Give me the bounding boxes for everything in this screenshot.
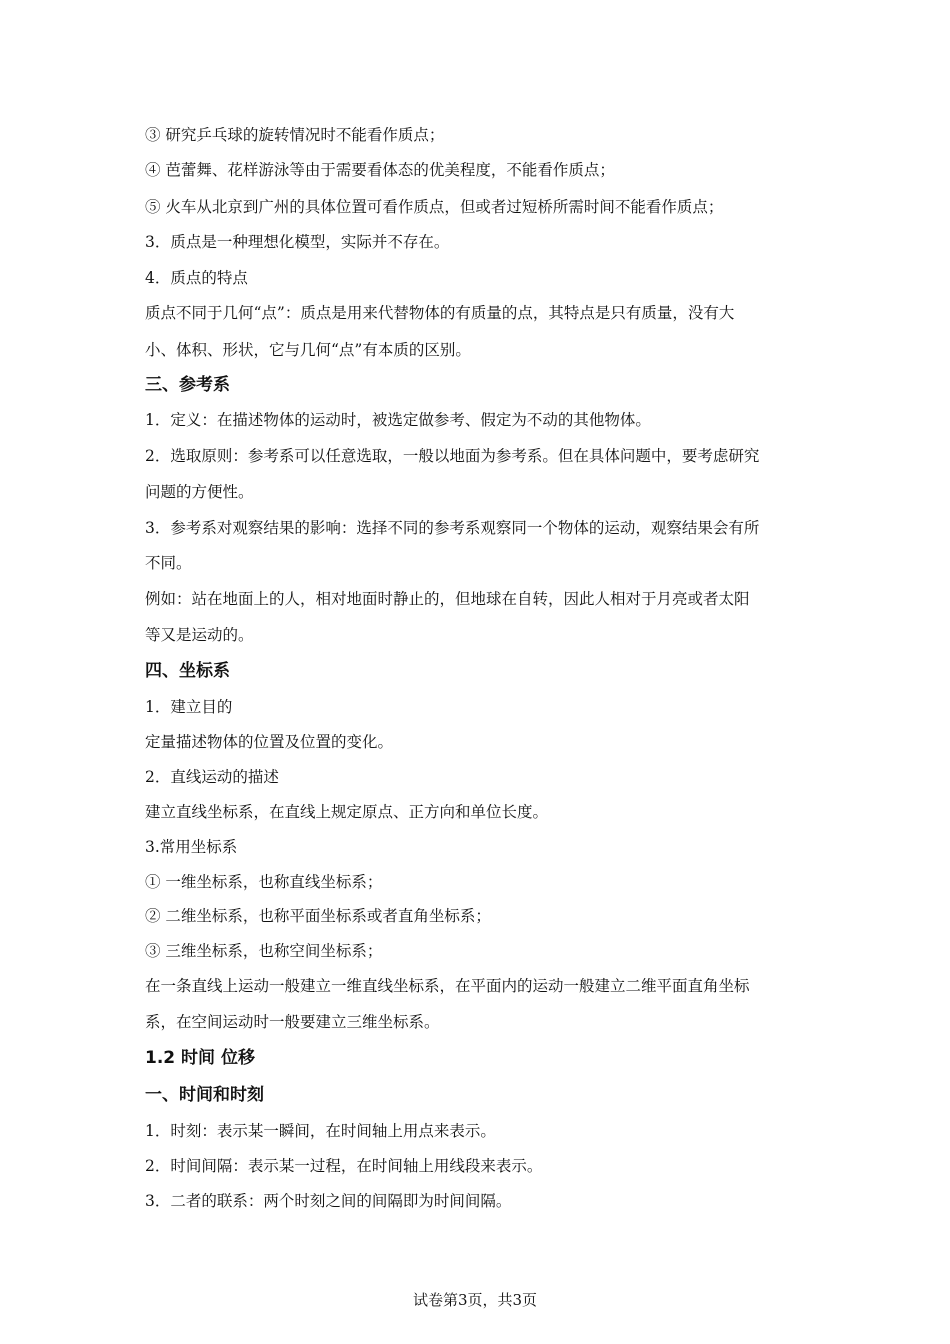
text-line: 定量描述物体的位置及位置的变化。 <box>145 733 394 751</box>
text-line: 建立直线坐标系，在直线上规定原点、正方向和单位长度。 <box>145 803 549 821</box>
text-line: 1．定义：在描述物体的运动时，被选定做参考、假定为不动的其他物体。 <box>145 411 651 429</box>
text-line: ① 一维坐标系，也称直线坐标系； <box>145 873 383 891</box>
text-line: ③ 三维坐标系，也称空间坐标系； <box>145 942 383 960</box>
section-heading: 三、参考系 <box>145 375 230 395</box>
text-line: 2．直线运动的描述 <box>145 768 279 786</box>
text-line: 2．时间间隔：表示某一过程，在时间轴上用线段来表示。 <box>145 1157 543 1175</box>
text-line: 1．建立目的 <box>145 698 233 716</box>
text-line: 1．时刻：表示某一瞬间，在时间轴上用点来表示。 <box>145 1122 496 1140</box>
text-line: 3．质点是一种理想化模型，实际并不存在。 <box>145 233 450 251</box>
text-line: 在一条直线上运动一般建立一维直线坐标系，在平面内的运动一般建立二维平面直角坐标 <box>145 977 750 995</box>
text-line: 不同。 <box>145 554 192 572</box>
text-line: 2．选取原则：参考系可以任意选取，一般以地面为参考系。但在具体问题中，要考虑研究 <box>145 447 760 465</box>
text-line: 等又是运动的。 <box>145 626 254 644</box>
text-line: 系，在空间运动时一般要建立三维坐标系。 <box>145 1013 440 1031</box>
section-heading: 四、坐标系 <box>145 661 230 681</box>
text-line: 3．参考系对观察结果的影响：选择不同的参考系观察同一个物体的运动，观察结果会有所 <box>145 519 760 537</box>
section-heading: 一、时间和时刻 <box>145 1085 264 1105</box>
text-line: 例如：站在地面上的人，相对地面时静止的，但地球在自转，因此人相对于月亮或者太阳 <box>145 590 750 608</box>
text-line: 3.常用坐标系 <box>145 838 238 856</box>
text-line: 3．二者的联系：两个时刻之间的间隔即为时间间隔。 <box>145 1192 512 1210</box>
text-line: ⑤ 火车从北京到广州的具体位置可看作质点，但或者过短桥所需时间不能看作质点； <box>145 198 724 216</box>
section-heading: 1.2 时间 位移 <box>145 1048 255 1068</box>
text-line: 质点不同于几何“点”：质点是用来代替物体的有质量的点，其特点是只有质量，没有大 <box>145 304 735 322</box>
text-line: 4．质点的特点 <box>145 269 248 287</box>
text-line: 小、体积、形状，它与几何“点”有本质的区别。 <box>145 341 471 359</box>
text-line: ③ 研究乒乓球的旋转情况时不能看作质点； <box>145 126 445 144</box>
text-line: 问题的方便性。 <box>145 483 254 501</box>
text-line: ② 二维坐标系，也称平面坐标系或者直角坐标系； <box>145 907 491 925</box>
page-footer: 试卷第3页，共3页 <box>412 1291 538 1309</box>
text-line: ④ 芭蕾舞、花样游泳等由于需要看体态的优美程度，不能看作质点； <box>145 161 615 179</box>
